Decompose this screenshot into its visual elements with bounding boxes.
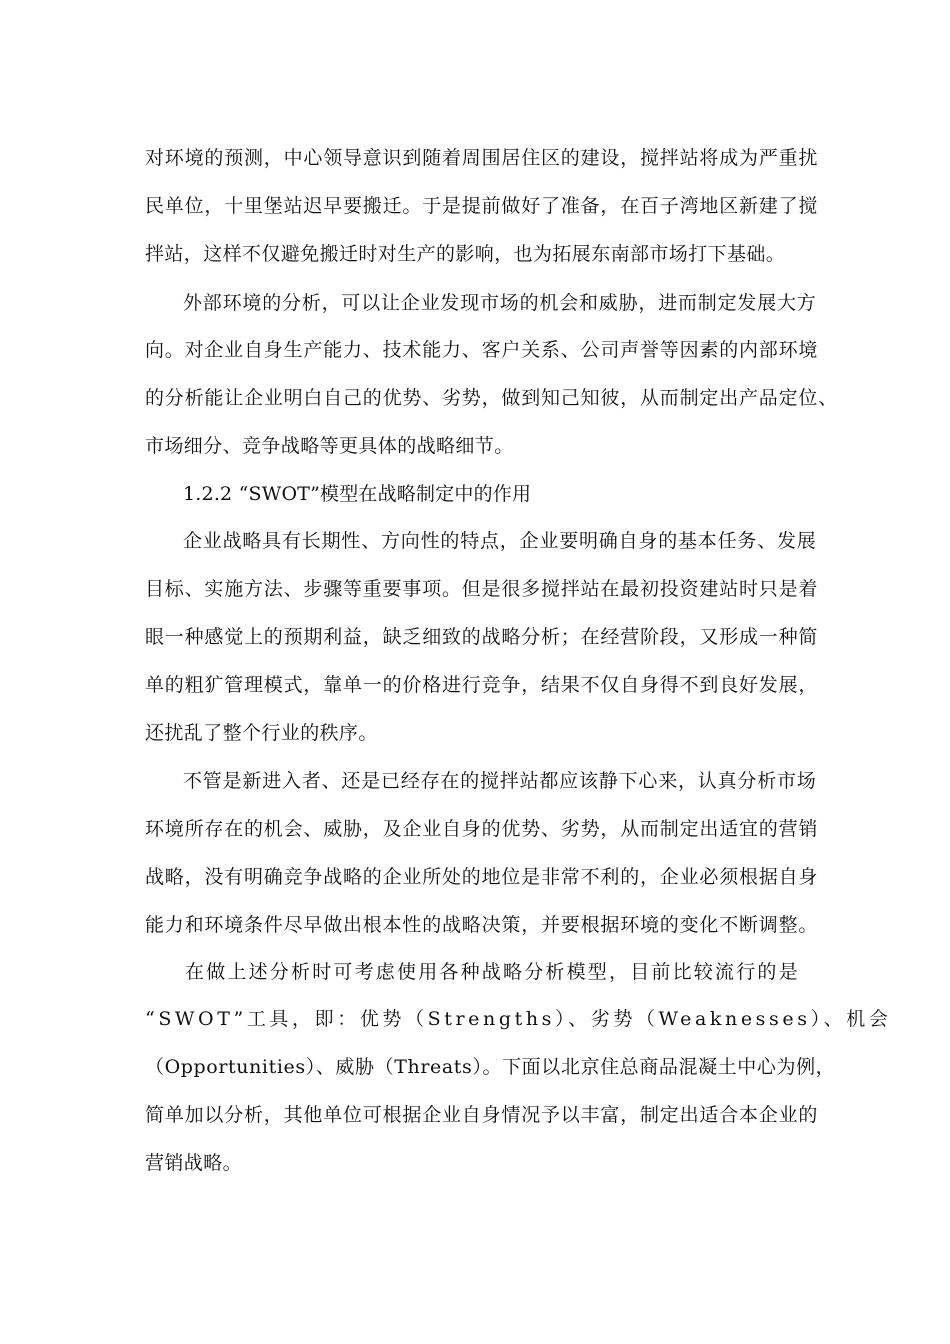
text-line: 还扰乱了整个行业的秩序。 — [145, 722, 378, 744]
text-line: （Opportunities）、威胁（Threats）。下面以北京住总商品混凝土中心为例， — [145, 1056, 836, 1078]
text-line: 环境所存在的机会、威胁，及企业自身的优势、劣势，从而制定出适宜的营销 — [145, 818, 819, 840]
text-line: 目标、实施方法、步骤等重要事项。但是很多搅拌站在最初投资建站时只是着 — [145, 578, 819, 600]
text-line: 能力和环境条件尽早做出根本性的战略决策，并要根据环境的变化不断调整。 — [145, 914, 819, 936]
section-heading: 1.2.2 “SWOT”模型在战略制定中的作用 — [183, 483, 532, 505]
text-line: 的分析能让企业明白自己的优势、劣势，做到知己知彼，从而制定出产品定位、 — [145, 387, 839, 409]
text-line: 市场细分、竞争战略等更具体的战略细节。 — [145, 435, 514, 457]
text-line: 外部环境的分析，可以让企业发现市场的机会和威胁，进而制定发展大方 — [183, 292, 817, 314]
text-line: 简单加以分析，其他单位可根据企业自身情况予以丰富，制定出适合本企业的 — [145, 1104, 819, 1126]
text-line: 拌站，这样不仅避免搬迁时对生产的影响，也为拓展东南部市场打下基础。 — [145, 243, 786, 265]
text-line: 营销战略。 — [145, 1152, 243, 1174]
text-line: 战略，没有明确竞争战略的企业所处的地位是非常不利的，企业必须根据自身 — [145, 866, 819, 888]
text-line: “SWOT”工具，即：优势（Strengths）、劣势（Weaknesses）、机会 — [145, 1008, 892, 1030]
text-line: 不管是新进入者、还是已经存在的搅拌站都应该静下心来，认真分析市场 — [183, 770, 817, 792]
text-line: 眼一种感觉上的预期利益，缺乏细致的战略分析；在经营阶段，又形成一种简 — [145, 626, 819, 648]
text-line: 对环境的预测，中心领导意识到随着周围居住区的建设，搅拌站将成为严重扰 — [145, 147, 819, 169]
text-line: 在做上述分析时可考虑使用各种战略分析模型，目前比较流行的是 — [185, 961, 800, 983]
text-line: 向。对企业自身生产能力、技术能力、客户关系、公司声誉等因素的内部环境 — [145, 339, 819, 361]
text-line: 民单位，十里堡站迟早要搬迁。于是提前做好了准备，在百子湾地区新建了搅 — [145, 195, 819, 217]
text-line: 单的粗犷管理模式，靠单一的价格进行竞争，结果不仅自身得不到良好发展， — [145, 674, 819, 696]
text-line: 企业战略具有长期性、方向性的特点，企业要明确自身的基本任务、发展 — [183, 530, 817, 552]
